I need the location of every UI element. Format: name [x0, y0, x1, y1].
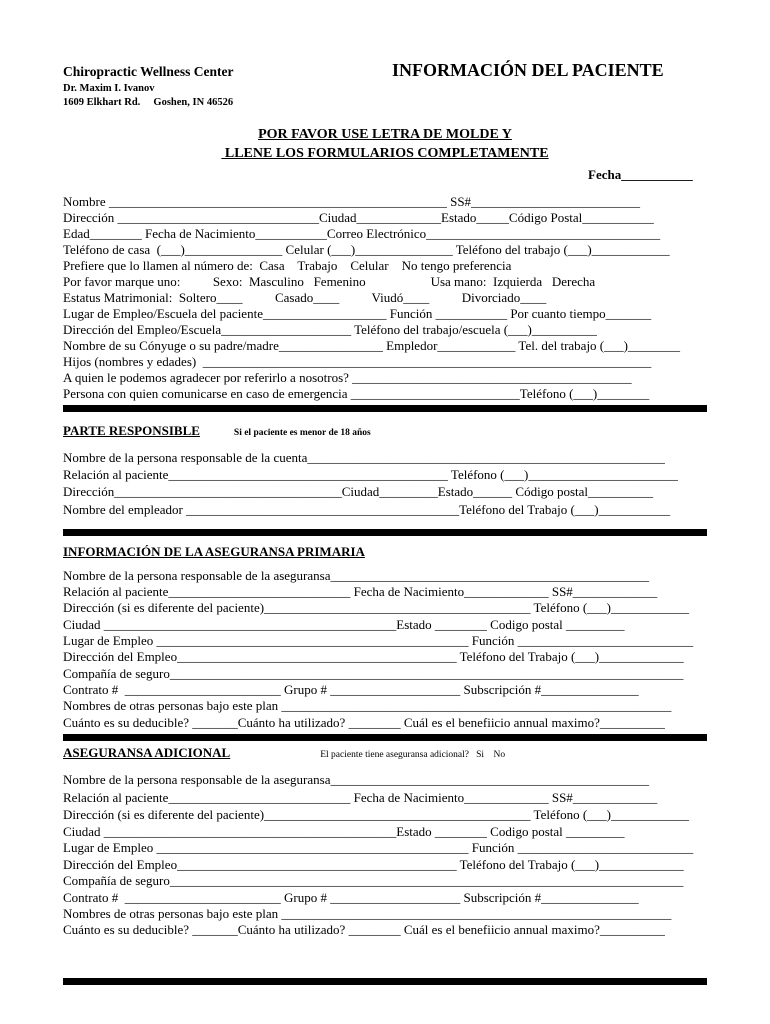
section-note: Si el paciente es menor de 18 años — [233, 428, 371, 438]
section-header-responsible — [63, 423, 371, 441]
clinic-name: Chiropractic Wellness Center — [63, 64, 234, 79]
form-line-marital-status[interactable]: Estatus Matrimonial: Soltero____ Casado____ Viudó____ Divorciado____ — [63, 290, 547, 305]
form-line-children[interactable]: Hijos (nombres y edades) _____________________________________________________________________ — [63, 354, 652, 369]
form-line-insured-city[interactable]: Ciudad _____________________________________________Estado ________ Codigo postal _________ — [63, 824, 625, 839]
form-line-sex-hand[interactable]: Por favor marque uno: Sexo: Masculino Femenino Usa mano: Izquierda Derecha — [63, 274, 596, 289]
form-line-phones[interactable]: Teléfono de casa (___)_______________ Celular (___)_______________ Teléfono del trabajo (___)____________ — [63, 242, 670, 257]
form-line-spouse[interactable]: Nombre de su Cónyuge o su padre/madre________________ Empledor____________ Tel. del trabajo (___)________ — [63, 338, 680, 353]
form-line-insurance-company[interactable]: Compañía de seguro_______________________________________________________________________________ — [63, 666, 684, 681]
form-line-contract[interactable]: Contrato # ________________________ Grupo # ____________________ Subscripción #_______________ — [63, 682, 639, 697]
form-line-responsible-relation[interactable]: Relación al paciente___________________________________________ Teléfono (___)_______________________ — [63, 467, 678, 482]
doctor-name: Dr. Maxim I. Ivanov — [63, 83, 155, 94]
form-line-call-preference[interactable]: Prefiere que lo llamen al número de: Casa Trabajo Celular No tengo preferencia — [63, 258, 512, 273]
section-header-additional-insurance — [63, 745, 505, 763]
form-line-insured-address[interactable]: Dirección (si es diferente del paciente)_________________________________________ Teléfono (___)____________ — [63, 600, 689, 615]
form-line-other-insured[interactable]: Nombres de otras personas bajo este plan ____________________________________________________________ — [63, 906, 672, 921]
form-line-age[interactable]: Edad________ Fecha de Nacimiento___________Correo Electrónico____________________________________ — [63, 226, 661, 241]
section-header-primary-insurance — [63, 544, 365, 560]
form-line-responsible-name[interactable]: Nombre de la persona responsable de la cuenta_______________________________________________________ — [63, 450, 665, 465]
page-title: INFORMACIÓN DEL PACIENTE — [392, 60, 664, 80]
section-title: PARTE RESPONSIBLE — [63, 423, 200, 438]
form-line-insured-address[interactable]: Dirección (si es diferente del paciente)_________________________________________ Teléfono (___)____________ — [63, 807, 689, 822]
form-line-responsible-employer[interactable]: Nombre del empleador __________________________________________Teléfono del Trabajo (___)___________ — [63, 502, 671, 517]
form-line-deductible[interactable]: Cuánto es su deducible? _______Cuánto ha utilizado? ________ Cuál es el benefiicio annual maximo?__________ — [63, 715, 665, 730]
section-divider — [63, 978, 707, 985]
form-line-insured-employer[interactable]: Lugar de Empleo ________________________________________________ Función ___________________________ — [63, 840, 694, 855]
section-title: INFORMACIÓN DE LA ASEGURANSA PRIMARIA — [63, 544, 365, 559]
form-line-contract[interactable]: Contrato # ________________________ Grupo # ____________________ Subscripción #_______________ — [63, 890, 639, 905]
form-line-name[interactable]: Nombre ____________________________________________________ SS#__________________________ — [63, 194, 641, 209]
instruction-line-2: LLENE LOS FORMULARIOS COMPLETAMENTE — [221, 146, 549, 161]
section-divider — [63, 405, 707, 412]
clinic-address: 1609 Elkhart Rd. Goshen, IN 46526 — [63, 97, 234, 108]
date-field[interactable]: Fecha___________ — [588, 167, 693, 182]
form-line-other-insured[interactable]: Nombres de otras personas bajo este plan ____________________________________________________________ — [63, 698, 672, 713]
section-title: ASEGURANSA ADICIONAL — [63, 745, 231, 760]
form-line-insured-name[interactable]: Nombre de la persona responsable de la aseguransa_________________________________________________ — [63, 772, 649, 787]
form-line-employer[interactable]: Lugar de Empleo/Escuela del paciente___________________ Función ___________ Por cuanto tiempo_______ — [63, 306, 652, 321]
section-note[interactable]: El paciente tiene aseguransa adicional? Si No — [320, 750, 506, 760]
form-line-insured-relation[interactable]: Relación al paciente____________________________ Fecha de Nacimiento_____________ SS#_____________ — [63, 584, 658, 599]
form-line-emergency-contact[interactable]: Persona con quien comunicarse en caso de emergencia __________________________Teléfono (___)________ — [63, 386, 650, 401]
form-line-employer-address[interactable]: Dirección del Empleo/Escuela____________________ Teléfono del trabajo/escuela (___)__________ — [63, 322, 597, 337]
section-divider — [63, 529, 707, 536]
instruction-line-1: POR FAVOR USE LETRA DE MOLDE Y — [258, 127, 512, 142]
form-line-insured-employer-address[interactable]: Dirección del Empleo___________________________________________ Teléfono del Trabajo (___)_____________ — [63, 649, 684, 664]
form-line-insured-employer-address[interactable]: Dirección del Empleo___________________________________________ Teléfono del Trabajo (___)_____________ — [63, 857, 684, 872]
form-line-responsible-address[interactable]: Dirección___________________________________Ciudad_________Estado______ Código postal__________ — [63, 484, 654, 499]
section-divider — [63, 734, 707, 741]
form-line-address[interactable]: Dirección _______________________________Ciudad_____________Estado_____Código Postal___________ — [63, 210, 654, 225]
form-line-insured-relation[interactable]: Relación al paciente____________________________ Fecha de Nacimiento_____________ SS#_____________ — [63, 790, 658, 805]
form-line-deductible[interactable]: Cuánto es su deducible? _______Cuánto ha utilizado? ________ Cuál es el benefiicio annual maximo?__________ — [63, 922, 665, 937]
form-line-insured-name[interactable]: Nombre de la persona responsable de la aseguransa_________________________________________________ — [63, 568, 649, 583]
form-line-insured-employer[interactable]: Lugar de Empleo ________________________________________________ Función ___________________________ — [63, 633, 694, 648]
form-line-insured-city[interactable]: Ciudad _____________________________________________Estado ________ Codigo postal _________ — [63, 617, 625, 632]
form-line-insurance-company[interactable]: Compañía de seguro_______________________________________________________________________________ — [63, 873, 684, 888]
form-line-referral[interactable]: A quien le podemos agradecer por referirlo a nosotros? ___________________________________________ — [63, 370, 632, 385]
